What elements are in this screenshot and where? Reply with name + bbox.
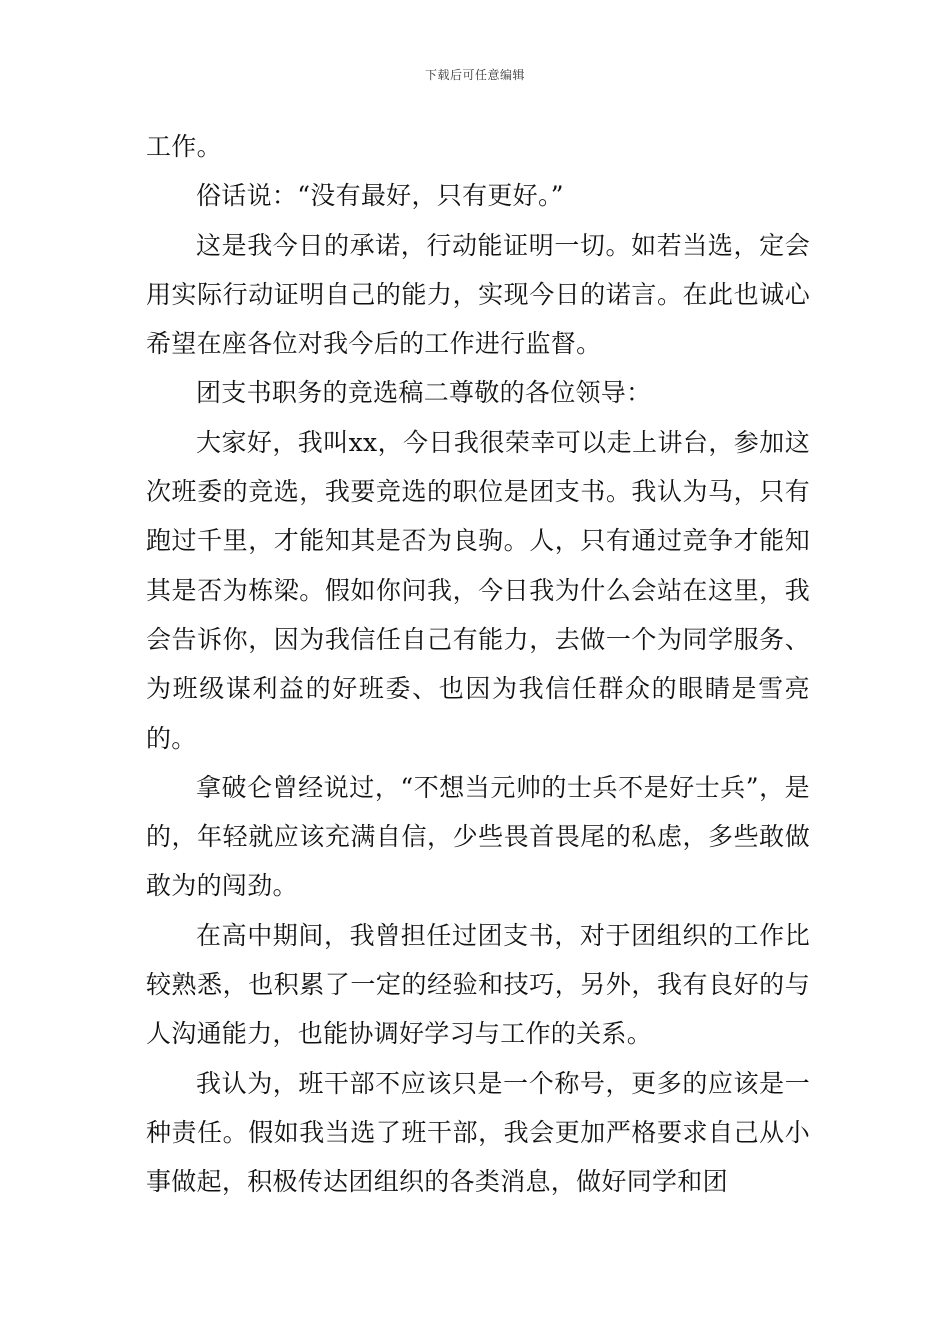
paragraph: 俗话说：“没有最好，只有更好。”	[196, 181, 564, 211]
document-body	[146, 122, 810, 1207]
paragraph: 大家好，我叫xx，今日我很荣幸可以走上讲台，参加这次班委的竞选，我要竞选的职位是团支书。我认为马，只有跑过千里，才能知其是否为良驹。人，只有通过竞争才能知其是否为栋梁。假如你问我，今日我为什么会站在这里，我会告诉你，因为我信任自己有能力，去做一个为同学服务、为班级谋利益的好班委、也因为我信任群众的眼睛是雪亮的。	[146, 427, 810, 753]
paragraph: 工作。	[146, 132, 222, 161]
paragraph: 我认为，班干部不应该只是一个称号，更多的应该是一种责任。假如我当选了班干部，我会更加严格要求自己从小事做起，积极传达团组织的各类消息，做好同学和团	[146, 1068, 810, 1197]
paragraph: 拿破仑曾经说过，“不想当元帅的士兵不是好士兵”，是的，年轻就应该充满自信，少些畏首畏尾的私虑，多些敢做敢为的闯劲。	[146, 772, 810, 901]
page-header: 下载后可任意编辑	[424, 68, 525, 82]
paragraph: 这是我今日的承诺，行动能证明一切。如若当选，定会用实际行动证明自己的能力，实现今日的诺言。在此也诚心希望在座各位对我今后的工作进行监督。	[146, 230, 810, 359]
paragraph: 团支书职务的竞选稿二尊敬的各位领导：	[196, 378, 652, 408]
paragraph: 在高中期间，我曾担任过团支书，对于团组织的工作比较熟悉，也积累了一定的经验和技巧，另外，我有良好的与人沟通能力，也能协调好学习与工作的关系。	[146, 920, 810, 1049]
